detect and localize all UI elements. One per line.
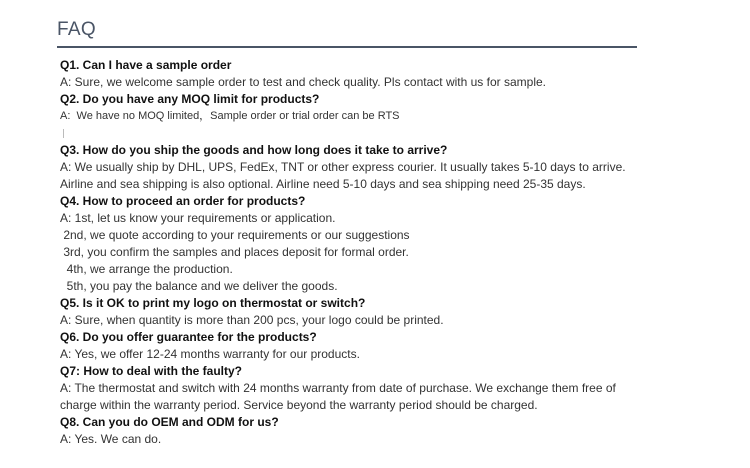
question-4: Q4. How to proceed an order for products?	[60, 194, 306, 208]
answer-4-line-4: 4th, we arrange the production.	[60, 262, 233, 276]
answer-5: A: Sure, when quantity is more than 200 pcs, your logo could be printed.	[60, 313, 444, 327]
text-cursor-mark	[63, 129, 64, 138]
question-7: Q7: How to deal with the faulty?	[60, 364, 243, 378]
answer-4-line-3: 3rd, you confirm the samples and places deposit for formal order.	[60, 245, 409, 259]
faq-header	[57, 18, 637, 48]
answer-1: A: Sure, we welcome sample order to test and check quality. Pls contact with us for sample.	[60, 75, 546, 89]
question-8: Q8. Can you do OEM and ODM for us?	[60, 415, 279, 429]
answer-2: A: We have no MOQ limited，Sample order or trial order can be RTS	[60, 110, 400, 122]
answer-7-line-1: A: The thermostat and switch with 24 months warranty from date of purchase. We exchange them free of	[60, 381, 616, 395]
answer-7-line-2: charge within the warranty period. Service beyond the warranty period should be charged.	[60, 398, 538, 412]
faq-list	[60, 57, 740, 448]
answer-3-line-1: A: We usually ship by DHL, UPS, FedEx, TNT or other express courier. It usually takes 5-10 days to arrive.	[60, 160, 626, 174]
empty-line	[60, 125, 740, 142]
question-6: Q6. Do you offer guarantee for the products?	[60, 330, 317, 344]
question-5: Q5. Is it OK to print my logo on thermostat or switch?	[60, 296, 366, 310]
answer-4-line-1: A: 1st, let us know your requirements or application.	[60, 211, 336, 225]
answer-6: A: Yes, we offer 12-24 months warranty for our products.	[60, 347, 360, 361]
answer-3-line-2: Airline and sea shipping is also optional. Airline need 5-10 days and sea shipping need 25-35 days.	[60, 177, 586, 191]
answer-4-line-2: 2nd, we quote according to your requirements or our suggestions	[60, 228, 410, 242]
answer-8: A: Yes. We can do.	[60, 432, 162, 446]
question-2: Q2. Do you have any MOQ limit for products?	[60, 92, 320, 106]
question-1: Q1. Can I have a sample order	[60, 58, 232, 72]
page-title: FAQ	[57, 19, 96, 40]
answer-4-line-5: 5th, you pay the balance and we deliver the goods.	[60, 279, 338, 293]
question-3: Q3. How do you ship the goods and how long does it take to arrive?	[60, 143, 448, 157]
